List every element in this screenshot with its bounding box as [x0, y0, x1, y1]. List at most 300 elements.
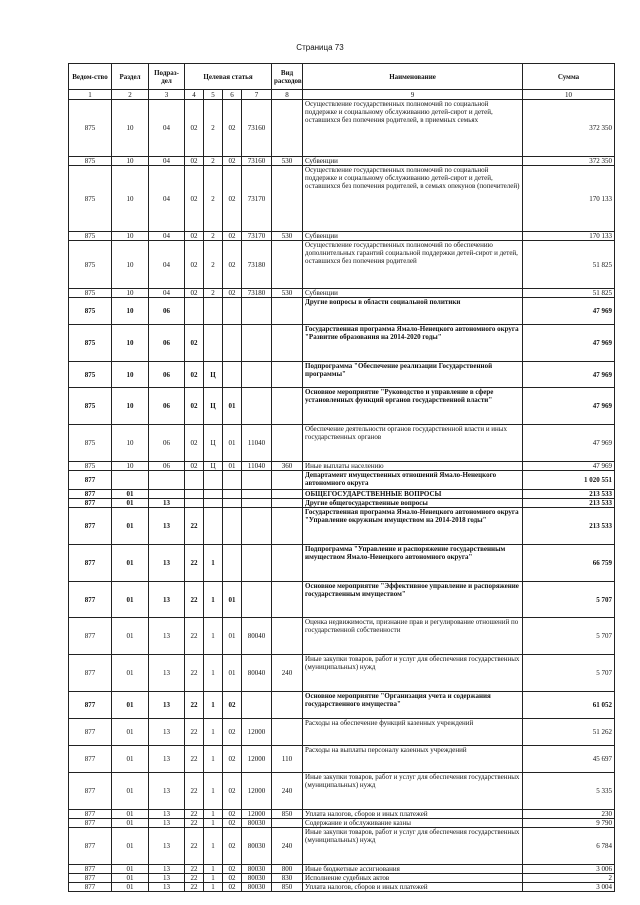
- podrazdel-code: 04: [149, 241, 185, 289]
- event-code: 01: [223, 618, 242, 655]
- direction-code: [242, 325, 272, 362]
- amount: 47 969: [523, 425, 615, 462]
- table-row: [69, 746, 615, 773]
- podrazdel-code: 13: [149, 773, 185, 810]
- program-code: 22: [185, 692, 204, 719]
- razdel-code: 10: [112, 157, 149, 166]
- subprogram-code: 1: [204, 582, 223, 618]
- amount: 3 006: [523, 865, 615, 874]
- razdel-code: 10: [112, 425, 149, 462]
- amount: 213 533: [523, 490, 615, 499]
- podrazdel-code: [149, 490, 185, 499]
- podrazdel-code: 13: [149, 865, 185, 874]
- table-row: [69, 810, 615, 819]
- direction-code: [242, 388, 272, 425]
- direction-code: [242, 582, 272, 618]
- amount: 47 969: [523, 325, 615, 362]
- amount: 47 969: [523, 298, 615, 325]
- ved-code: 875: [69, 166, 112, 232]
- item-name: Иные закупки товаров, работ и услуг для обеспечения государственных (муниципальных) нужд: [303, 655, 523, 692]
- item-name: Департамент имущественных отношений Ямало-Ненецкого автономного округа: [303, 471, 523, 490]
- ved-code: 875: [69, 425, 112, 462]
- podrazdel-code: 13: [149, 883, 185, 892]
- table-row: [69, 499, 615, 508]
- ved-code: 875: [69, 289, 112, 298]
- header-row: [69, 64, 615, 90]
- razdel-code: 01: [112, 508, 149, 545]
- column-number: 1: [69, 90, 112, 100]
- column-number: 9: [303, 90, 523, 100]
- event-code: 02: [223, 810, 242, 819]
- table-row: [69, 289, 615, 298]
- razdel-code: 01: [112, 499, 149, 508]
- podrazdel-code: 06: [149, 325, 185, 362]
- column-number: 8: [272, 90, 303, 100]
- razdel-code: 01: [112, 810, 149, 819]
- subprogram-code: [204, 325, 223, 362]
- event-code: 02: [223, 157, 242, 166]
- amount: 213 533: [523, 499, 615, 508]
- razdel-code: 01: [112, 719, 149, 746]
- table-row: [69, 166, 615, 232]
- ved-code: 877: [69, 655, 112, 692]
- expense-type-code: 240: [272, 828, 303, 865]
- podrazdel-code: 13: [149, 810, 185, 819]
- program-code: 22: [185, 819, 204, 828]
- program-code: 02: [185, 100, 204, 157]
- table-body: [69, 100, 615, 892]
- ved-code: 875: [69, 298, 112, 325]
- direction-code: 73170: [242, 232, 272, 241]
- event-code: 02: [223, 819, 242, 828]
- event-code: 02: [223, 719, 242, 746]
- podrazdel-code: 04: [149, 157, 185, 166]
- amount: 5 707: [523, 582, 615, 618]
- expense-type-code: [272, 819, 303, 828]
- subprogram-code: 1: [204, 865, 223, 874]
- expense-type-code: [272, 166, 303, 232]
- ved-code: 877: [69, 883, 112, 892]
- ved-code: 877: [69, 692, 112, 719]
- column-number: 5: [204, 90, 223, 100]
- amount: 47 969: [523, 388, 615, 425]
- table-row: [69, 471, 615, 490]
- amount: 2: [523, 874, 615, 883]
- header-cel: Целевая статья: [185, 64, 272, 90]
- direction-code: 80040: [242, 655, 272, 692]
- razdel-code: 01: [112, 655, 149, 692]
- table-row: [69, 241, 615, 289]
- subprogram-code: 1: [204, 692, 223, 719]
- expense-type-code: [272, 499, 303, 508]
- subprogram-code: 1: [204, 828, 223, 865]
- amount: 170 133: [523, 166, 615, 232]
- table-row: [69, 298, 615, 325]
- podrazdel-code: 06: [149, 388, 185, 425]
- expense-type-code: 800: [272, 865, 303, 874]
- item-name: Государственная программа Ямало-Ненецкого автономного округа "Развитие образования на 2014-2020 годы": [303, 325, 523, 362]
- ved-code: 877: [69, 582, 112, 618]
- event-code: [223, 545, 242, 582]
- expense-type-code: 850: [272, 810, 303, 819]
- amount: 5 335: [523, 773, 615, 810]
- event-code: [223, 298, 242, 325]
- program-code: 02: [185, 241, 204, 289]
- expense-type-code: 530: [272, 289, 303, 298]
- ved-code: 877: [69, 508, 112, 545]
- subprogram-code: Ц: [204, 462, 223, 471]
- table-row: [69, 773, 615, 810]
- ved-code: 875: [69, 325, 112, 362]
- subprogram-code: 1: [204, 746, 223, 773]
- expense-type-code: 240: [272, 773, 303, 810]
- amount: 61 052: [523, 692, 615, 719]
- item-name: Иные бюджетные ассигнования: [303, 865, 523, 874]
- direction-code: [242, 499, 272, 508]
- program-code: 22: [185, 655, 204, 692]
- item-name: Основное мероприятие "Руководство и управление в сфере установленных функций органов государственной власти": [303, 388, 523, 425]
- podrazdel-code: 06: [149, 462, 185, 471]
- column-numbering-row: [69, 90, 615, 100]
- item-name: Расходы на обеспечение функций казенных учреждений: [303, 719, 523, 746]
- table-row: [69, 819, 615, 828]
- item-name: Уплата налогов, сборов и иных платежей: [303, 810, 523, 819]
- ved-code: 875: [69, 462, 112, 471]
- item-name: Иные выплаты населению: [303, 462, 523, 471]
- item-name: Иные закупки товаров, работ и услуг для обеспечения государственных (муниципальных) нужд: [303, 773, 523, 810]
- event-code: 01: [223, 388, 242, 425]
- program-code: [185, 499, 204, 508]
- header-name: Наименование: [303, 64, 523, 90]
- direction-code: 11040: [242, 425, 272, 462]
- program-code: [185, 471, 204, 490]
- table-row: [69, 100, 615, 157]
- event-code: [223, 471, 242, 490]
- item-name: Обеспечение деятельности органов государственной власти и иных государственных органов: [303, 425, 523, 462]
- podrazdel-code: 13: [149, 874, 185, 883]
- subprogram-code: Ц: [204, 425, 223, 462]
- amount: 66 759: [523, 545, 615, 582]
- event-code: 01: [223, 655, 242, 692]
- event-code: 02: [223, 166, 242, 232]
- razdel-code: 01: [112, 865, 149, 874]
- program-code: 02: [185, 425, 204, 462]
- podrazdel-code: 04: [149, 100, 185, 157]
- header-vid: Вид расходов: [272, 64, 303, 90]
- amount: 213 533: [523, 508, 615, 545]
- column-number: 7: [242, 90, 272, 100]
- amount: 5 707: [523, 655, 615, 692]
- program-code: 22: [185, 719, 204, 746]
- amount: 3 004: [523, 883, 615, 892]
- subprogram-code: 1: [204, 719, 223, 746]
- program-code: 22: [185, 883, 204, 892]
- budget-table: [68, 63, 615, 892]
- direction-code: 73160: [242, 100, 272, 157]
- podrazdel-code: 13: [149, 719, 185, 746]
- program-code: 22: [185, 582, 204, 618]
- ved-code: 877: [69, 471, 112, 490]
- ved-code: 877: [69, 499, 112, 508]
- ved-code: 877: [69, 746, 112, 773]
- expense-type-code: [272, 241, 303, 289]
- podrazdel-code: 13: [149, 618, 185, 655]
- podrazdel-code: 04: [149, 232, 185, 241]
- razdel-code: 10: [112, 325, 149, 362]
- direction-code: [242, 362, 272, 388]
- subprogram-code: 2: [204, 166, 223, 232]
- program-code: 22: [185, 746, 204, 773]
- direction-code: 12000: [242, 719, 272, 746]
- ved-code: 877: [69, 490, 112, 499]
- column-number: 2: [112, 90, 149, 100]
- expense-type-code: [272, 719, 303, 746]
- ved-code: 877: [69, 819, 112, 828]
- column-number: 10: [523, 90, 615, 100]
- event-code: 02: [223, 865, 242, 874]
- program-code: 22: [185, 828, 204, 865]
- subprogram-code: Ц: [204, 362, 223, 388]
- subprogram-code: Ц: [204, 388, 223, 425]
- subprogram-code: 2: [204, 100, 223, 157]
- program-code: 02: [185, 325, 204, 362]
- item-name: Подпрограмма "Управление и распоряжение государственным имуществом Ямало-Ненецкого автономного округа": [303, 545, 523, 582]
- ved-code: 877: [69, 874, 112, 883]
- event-code: 01: [223, 425, 242, 462]
- header-sum: Сумма: [523, 64, 615, 90]
- expense-type-code: 360: [272, 462, 303, 471]
- expense-type-code: [272, 618, 303, 655]
- expense-type-code: [272, 100, 303, 157]
- amount: 51 262: [523, 719, 615, 746]
- razdel-code: 01: [112, 692, 149, 719]
- amount: 47 969: [523, 462, 615, 471]
- expense-type-code: [272, 298, 303, 325]
- amount: 170 133: [523, 232, 615, 241]
- expense-type-code: [272, 545, 303, 582]
- subprogram-code: [204, 508, 223, 545]
- razdel-code: 10: [112, 166, 149, 232]
- razdel-code: 01: [112, 746, 149, 773]
- table-row: [69, 362, 615, 388]
- expense-type-code: [272, 692, 303, 719]
- razdel-code: 10: [112, 289, 149, 298]
- ved-code: 877: [69, 810, 112, 819]
- item-name: Субвенции: [303, 157, 523, 166]
- subprogram-code: 1: [204, 655, 223, 692]
- expense-type-code: [272, 490, 303, 499]
- direction-code: [242, 692, 272, 719]
- program-code: 02: [185, 388, 204, 425]
- program-code: 22: [185, 545, 204, 582]
- razdel-code: 01: [112, 883, 149, 892]
- direction-code: [242, 471, 272, 490]
- table-row: [69, 618, 615, 655]
- podrazdel-code: 13: [149, 819, 185, 828]
- direction-code: 12000: [242, 773, 272, 810]
- direction-code: 73170: [242, 166, 272, 232]
- subprogram-code: 2: [204, 157, 223, 166]
- ved-code: 875: [69, 100, 112, 157]
- podrazdel-code: 04: [149, 166, 185, 232]
- direction-code: 80030: [242, 865, 272, 874]
- expense-type-code: [272, 471, 303, 490]
- item-name: Другие вопросы в области социальной политики: [303, 298, 523, 325]
- ved-code: 875: [69, 232, 112, 241]
- amount: 1 020 551: [523, 471, 615, 490]
- podrazdel-code: 13: [149, 499, 185, 508]
- razdel-code: 10: [112, 100, 149, 157]
- program-code: 02: [185, 462, 204, 471]
- subprogram-code: 1: [204, 545, 223, 582]
- event-code: 02: [223, 289, 242, 298]
- item-name: Уплата налогов, сборов и иных платежей: [303, 883, 523, 892]
- item-name: Осуществление государственных полномочий по обеспечению дополнительных гарантий социальной поддержки детей-сирот и детей, оставшихся без попечения родителей: [303, 241, 523, 289]
- direction-code: 80030: [242, 874, 272, 883]
- program-code: 22: [185, 874, 204, 883]
- amount: 6 784: [523, 828, 615, 865]
- program-code: [185, 490, 204, 499]
- event-code: 01: [223, 582, 242, 618]
- item-name: Субвенции: [303, 232, 523, 241]
- event-code: 02: [223, 241, 242, 289]
- header-ved: Ведом-ство: [69, 64, 112, 90]
- direction-code: 11040: [242, 462, 272, 471]
- expense-type-code: 530: [272, 157, 303, 166]
- amount: 9 790: [523, 819, 615, 828]
- column-number: 3: [149, 90, 185, 100]
- header-razdel: Раздел: [112, 64, 149, 90]
- item-name: Основное мероприятие "Организация учета и содержания государственного имущества": [303, 692, 523, 719]
- subprogram-code: 1: [204, 874, 223, 883]
- direction-code: 12000: [242, 746, 272, 773]
- subprogram-code: 2: [204, 289, 223, 298]
- event-code: [223, 499, 242, 508]
- ved-code: 877: [69, 773, 112, 810]
- program-code: 22: [185, 618, 204, 655]
- item-name: Иные закупки товаров, работ и услуг для обеспечения государственных (муниципальных) нужд: [303, 828, 523, 865]
- table-row: [69, 157, 615, 166]
- expense-type-code: 850: [272, 883, 303, 892]
- program-code: 02: [185, 157, 204, 166]
- razdel-code: 01: [112, 773, 149, 810]
- ved-code: 877: [69, 719, 112, 746]
- item-name: ОБЩЕГОСУДАРСТВЕННЫЕ ВОПРОСЫ: [303, 490, 523, 499]
- expense-type-code: [272, 425, 303, 462]
- amount: 5 707: [523, 618, 615, 655]
- ved-code: 875: [69, 388, 112, 425]
- razdel-code: 10: [112, 462, 149, 471]
- direction-code: 80030: [242, 883, 272, 892]
- direction-code: 12000: [242, 810, 272, 819]
- table-row: [69, 692, 615, 719]
- event-code: 02: [223, 883, 242, 892]
- table-row: [69, 719, 615, 746]
- subprogram-code: 2: [204, 232, 223, 241]
- event-code: 02: [223, 100, 242, 157]
- podrazdel-code: 13: [149, 828, 185, 865]
- column-number: 6: [223, 90, 242, 100]
- podrazdel-code: 06: [149, 362, 185, 388]
- item-name: Исполнение судебных актов: [303, 874, 523, 883]
- program-code: 02: [185, 289, 204, 298]
- table-row: [69, 232, 615, 241]
- item-name: Субвенции: [303, 289, 523, 298]
- program-code: 22: [185, 810, 204, 819]
- podrazdel-code: 13: [149, 655, 185, 692]
- podrazdel-code: 06: [149, 298, 185, 325]
- page-number: Страница 73: [296, 43, 344, 52]
- table-row: [69, 865, 615, 874]
- direction-code: 80030: [242, 819, 272, 828]
- subprogram-code: 1: [204, 810, 223, 819]
- direction-code: [242, 298, 272, 325]
- ved-code: 875: [69, 241, 112, 289]
- podrazdel-code: 13: [149, 582, 185, 618]
- direction-code: [242, 508, 272, 545]
- amount: 230: [523, 810, 615, 819]
- podrazdel-code: 13: [149, 545, 185, 582]
- razdel-code: 01: [112, 545, 149, 582]
- subprogram-code: [204, 499, 223, 508]
- razdel-code: 01: [112, 582, 149, 618]
- direction-code: 80030: [242, 828, 272, 865]
- item-name: Расходы на выплаты персоналу казенных учреждений: [303, 746, 523, 773]
- expense-type-code: [272, 325, 303, 362]
- podrazdel-code: 04: [149, 289, 185, 298]
- expense-type-code: 240: [272, 655, 303, 692]
- program-code: 22: [185, 865, 204, 874]
- podrazdel-code: 13: [149, 508, 185, 545]
- table-row: [69, 655, 615, 692]
- event-code: 02: [223, 874, 242, 883]
- direction-code: 73180: [242, 241, 272, 289]
- event-code: 01: [223, 462, 242, 471]
- direction-code: 73160: [242, 157, 272, 166]
- event-code: [223, 508, 242, 545]
- item-name: Оценка недвижимости, признание прав и регулирование отношений по государственной собственности: [303, 618, 523, 655]
- header-podrazdel: Подраз-дел: [149, 64, 185, 90]
- event-code: 02: [223, 692, 242, 719]
- expense-type-code: [272, 362, 303, 388]
- table-row: [69, 490, 615, 499]
- event-code: [223, 325, 242, 362]
- event-code: 02: [223, 828, 242, 865]
- program-code: 02: [185, 362, 204, 388]
- podrazdel-code: [149, 471, 185, 490]
- ved-code: 877: [69, 545, 112, 582]
- razdel-code: 01: [112, 819, 149, 828]
- ved-code: 877: [69, 828, 112, 865]
- amount: 372 350: [523, 157, 615, 166]
- program-code: [185, 298, 204, 325]
- subprogram-code: 2: [204, 241, 223, 289]
- razdel-code: 10: [112, 298, 149, 325]
- table-row: [69, 462, 615, 471]
- expense-type-code: 110: [272, 746, 303, 773]
- program-code: 22: [185, 773, 204, 810]
- subprogram-code: [204, 471, 223, 490]
- table-row: [69, 508, 615, 545]
- subprogram-code: [204, 298, 223, 325]
- item-name: Осуществление государственных полномочий по социальной поддержке и социальному обслуживанию детей-сирот и детей, оставшихся без попечения родителей, в приемных семьях: [303, 100, 523, 157]
- podrazdel-code: 13: [149, 692, 185, 719]
- razdel-code: [112, 471, 149, 490]
- item-name: Другие общегосударственные вопросы: [303, 499, 523, 508]
- ved-code: 875: [69, 157, 112, 166]
- expense-type-code: 530: [272, 232, 303, 241]
- table-row: [69, 883, 615, 892]
